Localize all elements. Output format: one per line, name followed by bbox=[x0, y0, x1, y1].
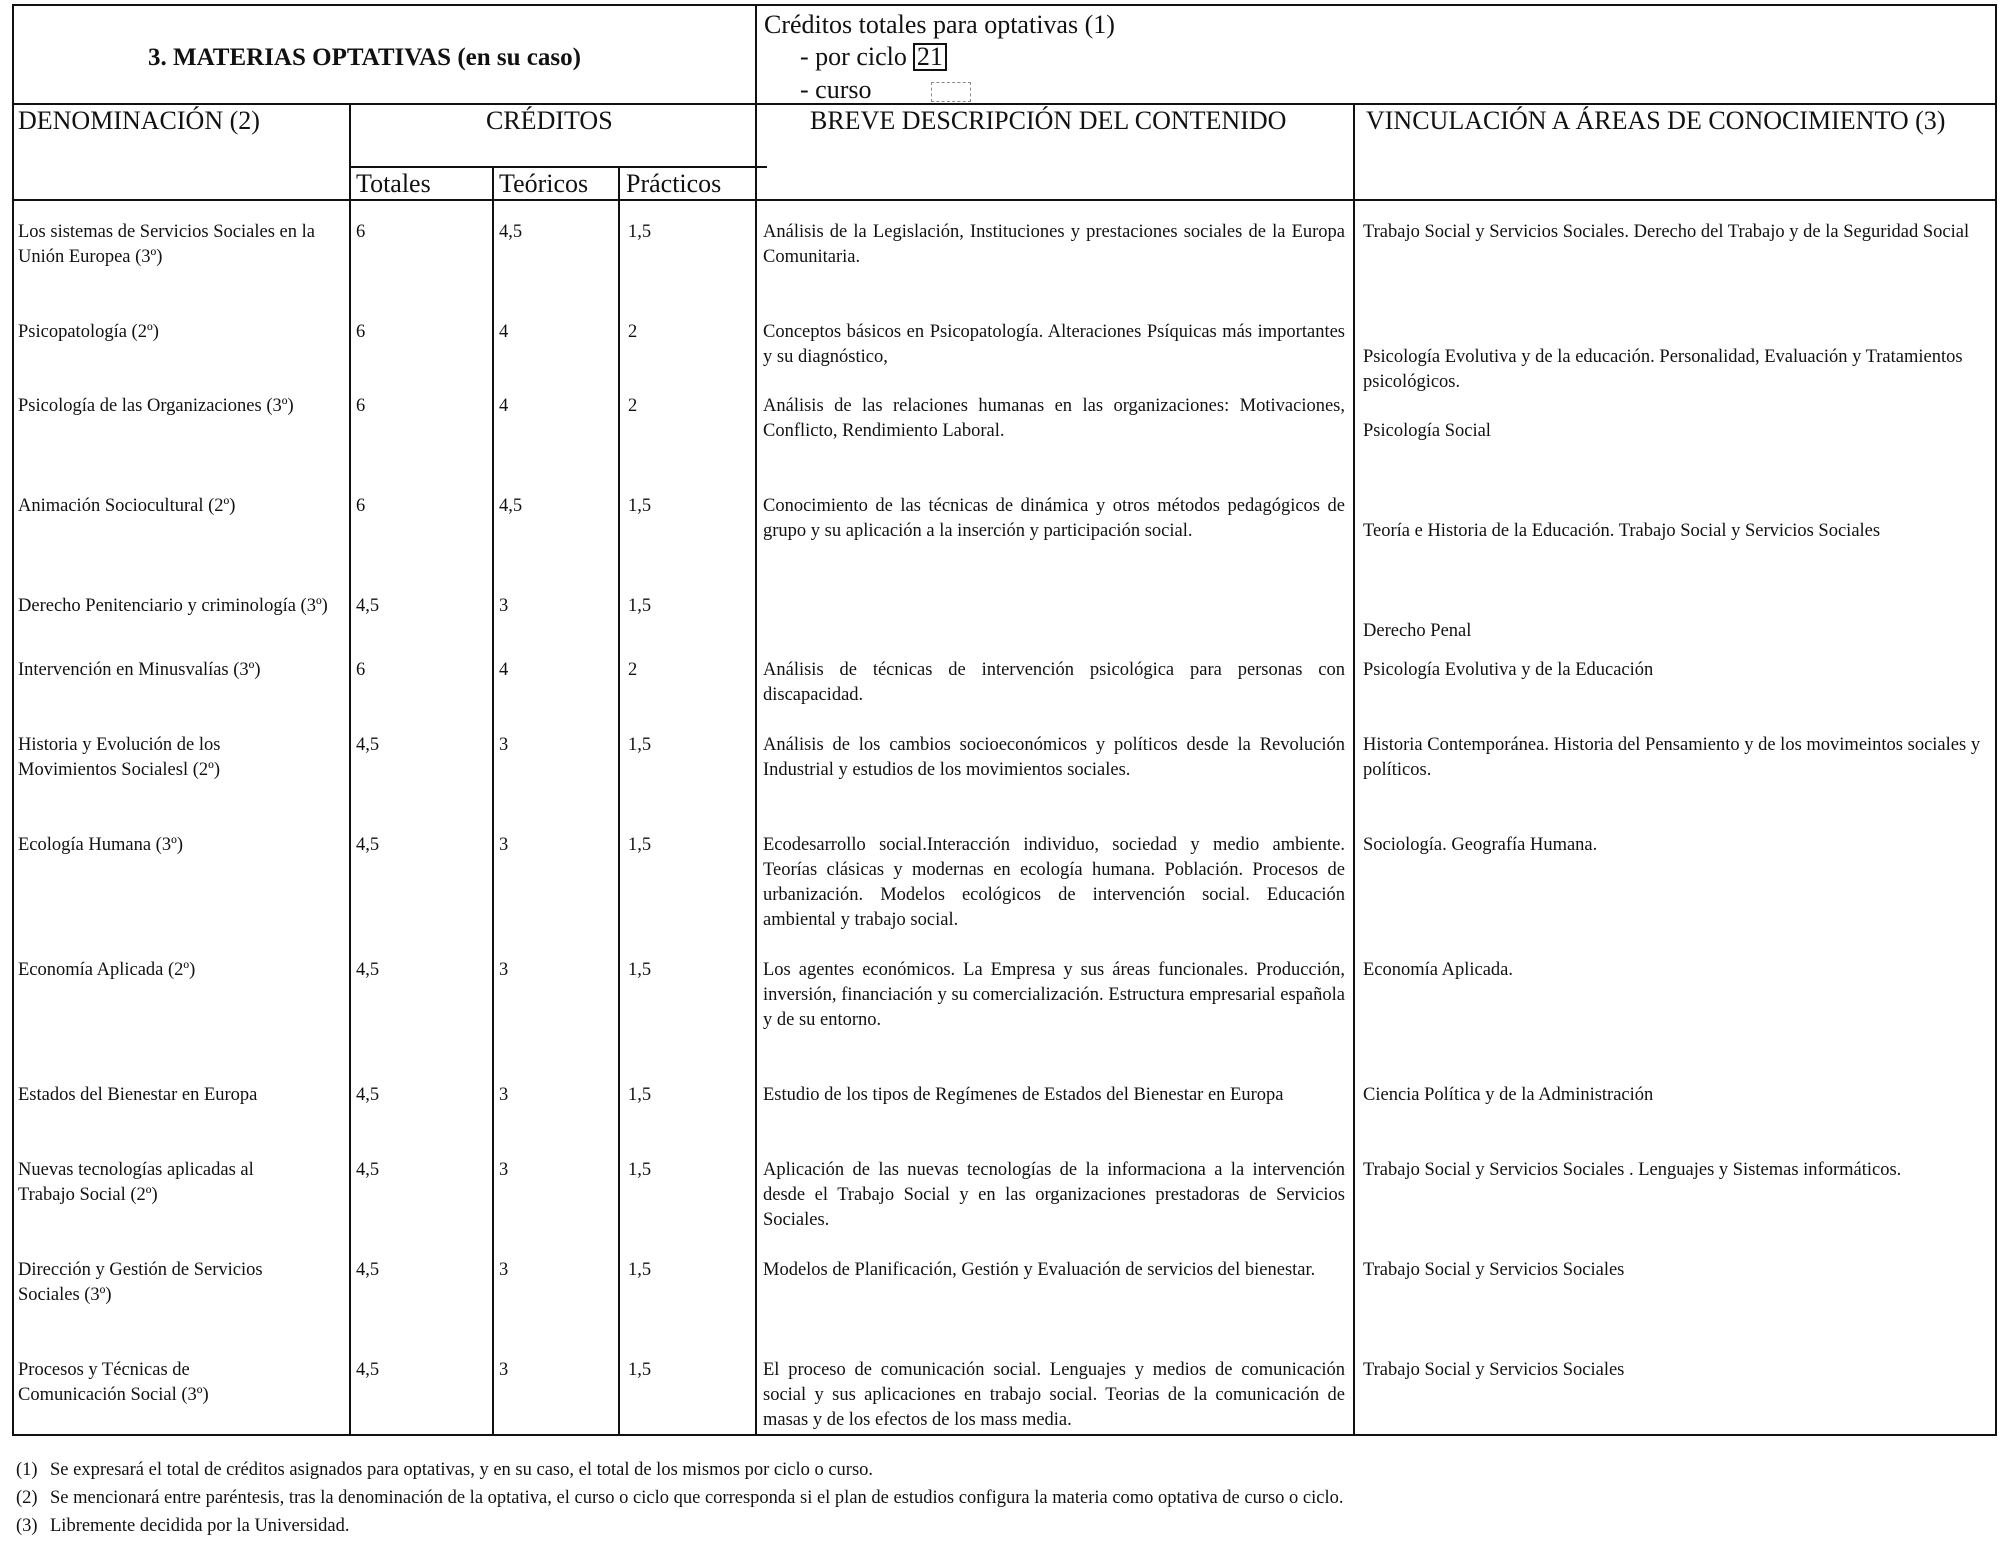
per-course-value-box bbox=[931, 82, 971, 102]
credits-total-label: Créditos totales para optativas (1) bbox=[764, 10, 1115, 39]
row-knowledge-area: Ciencia Política y de la Administración bbox=[1363, 1085, 1654, 1105]
row-practicos: 2 bbox=[628, 660, 638, 680]
per-course-line bbox=[800, 75, 971, 105]
row-knowledge-area: Sociología. Geografía Humana. bbox=[1363, 835, 1598, 855]
row-subject-name: Intervención en Minusvalías (3º) bbox=[18, 660, 261, 680]
row-description: Estudio de los tipos de Regímenes de Estados del Bienestar en Europa bbox=[763, 1085, 1284, 1105]
row-practicos: 1,5 bbox=[628, 835, 652, 855]
row-description: Los agentes económicos. La Empresa y sus áreas funcionales. Producción, inversión, financiación y su comercialización. Estructura empresarial española y de su entorno. bbox=[763, 960, 1345, 1030]
row-subject-name: Procesos y Técnicas de Comunicación Social (3º) bbox=[18, 1360, 209, 1405]
row-description: Conceptos básicos en Psicopatología. Alteraciones Psíquicas más importantes y su diagnóstico, bbox=[763, 322, 1345, 367]
row-description: Análisis de las relaciones humanas en las organizaciones: Motivaciones, Conflicto, Rendimiento Laboral. bbox=[763, 396, 1345, 441]
row-totales: 4,5 bbox=[356, 1360, 380, 1380]
row-teoricos: 3 bbox=[499, 735, 509, 755]
footnote-number: (2) bbox=[16, 1488, 38, 1508]
per-course-label: - curso bbox=[800, 75, 872, 104]
row-subject-name: Psicopatología (2º) bbox=[18, 322, 159, 342]
row-teoricos: 3 bbox=[499, 960, 509, 980]
row-totales: 4,5 bbox=[356, 960, 380, 980]
row-subject-name: Estados del Bienestar en Europa bbox=[18, 1085, 258, 1105]
row-practicos: 1,5 bbox=[628, 1085, 652, 1105]
row-subject-name: Psicología de las Organizaciones (3º) bbox=[18, 396, 294, 416]
row-knowledge-area: Economía Aplicada. bbox=[1363, 960, 1514, 980]
row-subject-name: Economía Aplicada (2º) bbox=[18, 960, 196, 980]
section-title: 3. MATERIAS OPTATIVAS (en su caso) bbox=[148, 44, 581, 71]
row-description: El proceso de comunicación social. Lenguajes y medios de comunicación social y sus aplicaciones en trabajo social. Teorias de la comunicación de masas y de los efectos de los mass media. bbox=[763, 1360, 1345, 1430]
row-totales: 4,5 bbox=[356, 835, 380, 855]
row-practicos: 1,5 bbox=[628, 960, 652, 980]
col-header-teoricos: Teóricos bbox=[499, 169, 589, 198]
row-totales: 6 bbox=[356, 496, 366, 516]
row-teoricos: 4,5 bbox=[499, 496, 523, 516]
row-knowledge-area: Psicología Evolutiva y de la educación. Personalidad, Evaluación y Tratamientos psicológicos. bbox=[1363, 347, 1963, 392]
col-divider-name bbox=[349, 103, 351, 1434]
row-teoricos: 3 bbox=[499, 1085, 509, 1105]
row-description: Ecodesarrollo social.Interacción individuo, sociedad y medio ambiente. Teorías clásicas y modernas en ecología humana. Población. Procesos de urbanización. Modelos ecológicos de intervención social. Educación ambiental y trabajo social. bbox=[763, 835, 1345, 930]
row-totales: 6 bbox=[356, 396, 366, 416]
row-totales: 4,5 bbox=[356, 1160, 380, 1180]
per-cycle-line bbox=[800, 42, 947, 72]
row-description: Aplicación de las nuevas tecnologías de la informaciona a la intervención desde el Trabajo Social y en las organizaciones prestadoras de Servicios Sociales. bbox=[763, 1160, 1345, 1230]
col-header-practicos: Prácticos bbox=[626, 169, 722, 198]
row-practicos: 1,5 bbox=[628, 1360, 652, 1380]
row-teoricos: 3 bbox=[499, 1360, 509, 1380]
per-cycle-value: 21 bbox=[913, 43, 947, 71]
footnote bbox=[16, 1460, 873, 1481]
row-description: Análisis de la Legislación, Instituciones y prestaciones sociales de la Europa Comunitaria. bbox=[763, 222, 1345, 267]
row-subject-name: Animación Sociocultural (2º) bbox=[18, 496, 236, 516]
header-divider bbox=[14, 103, 1995, 105]
row-totales: 4,5 bbox=[356, 596, 380, 616]
row-teoricos: 3 bbox=[499, 1260, 509, 1280]
row-description: Modelos de Planificación, Gestión y Evaluación de servicios del bienestar. bbox=[763, 1260, 1316, 1280]
row-knowledge-area: Derecho Penal bbox=[1363, 621, 1472, 641]
row-knowledge-area: Teoría e Historia de la Educación. Trabajo Social y Servicios Sociales bbox=[1363, 521, 1881, 541]
row-practicos: 1,5 bbox=[628, 1260, 652, 1280]
row-description: Conocimiento de las técnicas de dinámica y otros métodos pedagógicos de grupo y su aplicación a la inserción y participación social. bbox=[763, 496, 1345, 541]
row-practicos: 1,5 bbox=[628, 1160, 652, 1180]
footnote-number: (3) bbox=[16, 1516, 38, 1536]
row-knowledge-area: Psicología Social bbox=[1363, 421, 1491, 441]
footnote-text: Libremente decidida por la Universidad. bbox=[50, 1516, 350, 1536]
row-teoricos: 3 bbox=[499, 1160, 509, 1180]
col-header-vinculacion: VINCULACIÓN A ÁREAS DE CONOCIMIENTO (3) bbox=[1366, 106, 1946, 135]
col-divider-descripcion bbox=[1353, 103, 1355, 1434]
row-teoricos: 4,5 bbox=[499, 222, 523, 242]
row-knowledge-area: Trabajo Social y Servicios Sociales bbox=[1363, 1360, 1625, 1380]
row-practicos: 1,5 bbox=[628, 735, 652, 755]
row-practicos: 2 bbox=[628, 322, 638, 342]
footnote bbox=[16, 1488, 1344, 1509]
row-knowledge-area: Psicología Evolutiva y de la Educación bbox=[1363, 660, 1654, 680]
row-teoricos: 4 bbox=[499, 396, 509, 416]
row-knowledge-area: Trabajo Social y Servicios Sociales. Derecho del Trabajo y de la Seguridad Social bbox=[1363, 222, 1970, 242]
row-totales: 4,5 bbox=[356, 1085, 380, 1105]
col-divider-practicos bbox=[755, 6, 757, 1434]
row-totales: 6 bbox=[356, 660, 366, 680]
row-teoricos: 4 bbox=[499, 322, 509, 342]
row-totales: 4,5 bbox=[356, 1260, 380, 1280]
row-teoricos: 3 bbox=[499, 596, 509, 616]
row-subject-name: Dirección y Gestión de Servicios Sociales (3º) bbox=[18, 1260, 263, 1305]
row-subject-name: Historia y Evolución de los Movimientos Socialesl (2º) bbox=[18, 735, 221, 780]
per-cycle-label: - por ciclo bbox=[800, 42, 907, 71]
row-subject-name: Derecho Penitenciario y criminología (3º) bbox=[18, 596, 328, 616]
footnote-number: (1) bbox=[16, 1460, 38, 1480]
row-practicos: 2 bbox=[628, 396, 638, 416]
footnote-text: Se expresará el total de créditos asignados para optativas, y en su caso, el total de los mismos por ciclo o curso. bbox=[50, 1460, 874, 1480]
row-practicos: 1,5 bbox=[628, 596, 652, 616]
row-subject-name: Los sistemas de Servicios Sociales en la Unión Europea (3º) bbox=[18, 222, 315, 267]
row-practicos: 1,5 bbox=[628, 222, 652, 242]
footnote-text: Se mencionará entre paréntesis, tras la denominación de la optativa, el curso o ciclo que corresponda si el plan de estudios configura la materia como optativa de curso o ciclo. bbox=[50, 1488, 1344, 1508]
row-subject-name: Ecología Humana (3º) bbox=[18, 835, 183, 855]
row-knowledge-area: Trabajo Social y Servicios Sociales bbox=[1363, 1260, 1625, 1280]
column-header-divider bbox=[14, 199, 1995, 201]
row-subject-name: Nuevas tecnologías aplicadas al Trabajo Social (2º) bbox=[18, 1160, 254, 1205]
row-description: Análisis de los cambios socioeconómicos y políticos desde la Revolución Industrial y estudios de los movimientos sociales. bbox=[763, 735, 1345, 780]
row-teoricos: 4 bbox=[499, 660, 509, 680]
row-teoricos: 3 bbox=[499, 835, 509, 855]
row-totales: 4,5 bbox=[356, 735, 380, 755]
row-knowledge-area: Trabajo Social y Servicios Sociales . Lenguajes y Sistemas informáticos. bbox=[1363, 1160, 1902, 1180]
col-header-denominacion: DENOMINACIÓN (2) bbox=[18, 106, 260, 135]
row-description: Análisis de técnicas de intervención psicológica para personas con discapacidad. bbox=[763, 660, 1345, 705]
col-header-totales: Totales bbox=[356, 169, 431, 198]
optional-subjects-table bbox=[12, 4, 1997, 1436]
footnote bbox=[16, 1516, 350, 1537]
col-header-creditos: CRÉDITOS bbox=[486, 106, 613, 135]
col-divider-teoricos bbox=[618, 166, 620, 1434]
col-divider-totales bbox=[492, 166, 494, 1434]
credits-subheader-divider bbox=[349, 166, 767, 168]
row-totales: 6 bbox=[356, 222, 366, 242]
row-totales: 6 bbox=[356, 322, 366, 342]
row-knowledge-area: Historia Contemporánea. Historia del Pensamiento y de los movimeintos sociales y políticos. bbox=[1363, 735, 1981, 780]
col-header-descripcion: BREVE DESCRIPCIÓN DEL CONTENIDO bbox=[810, 106, 1287, 135]
row-practicos: 1,5 bbox=[628, 496, 652, 516]
